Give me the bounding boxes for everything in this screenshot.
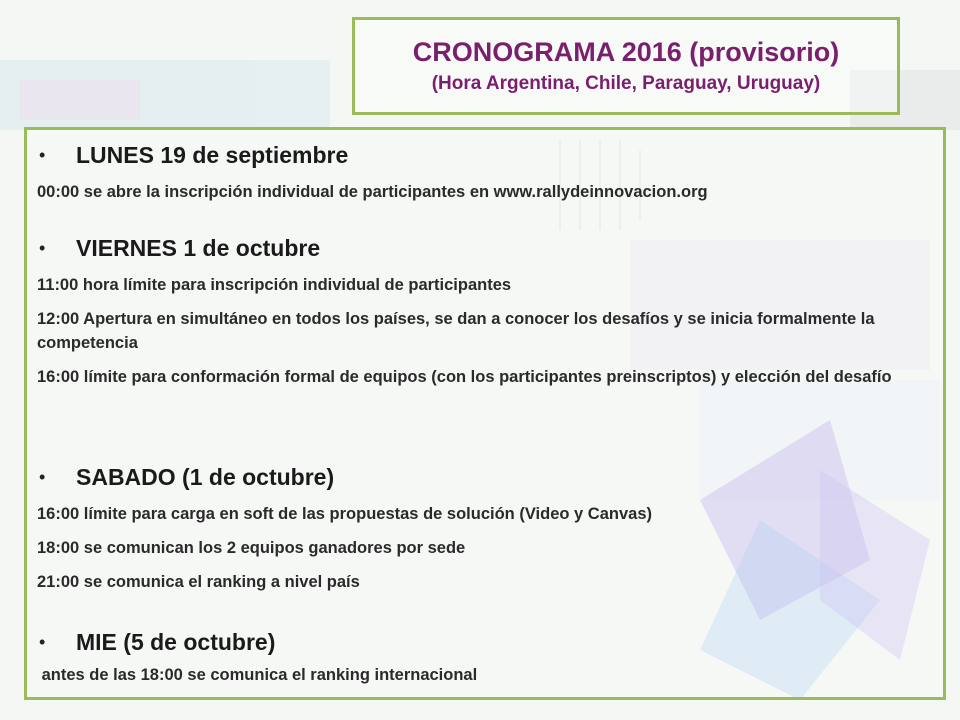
section-heading — [37, 627, 935, 657]
page-title: CRONOGRAMA 2016 (provisorio) — [412, 37, 840, 67]
bullet-icon: • — [39, 466, 46, 487]
bullet-icon: • — [39, 144, 46, 165]
schedule-entry: 21:00 se comunica el ranking a nivel país — [37, 573, 360, 591]
section-sabado — [37, 462, 935, 594]
section-heading — [37, 462, 935, 492]
schedule-box — [24, 127, 946, 700]
section-mie — [37, 627, 935, 687]
section-heading-text: SABADO (1 de octubre) — [76, 463, 335, 490]
bullet-icon: • — [39, 237, 46, 258]
schedule-entry: 16:00 límite para conformación formal de equipos (con los participantes preinscriptos) y elección del desafío — [37, 368, 892, 386]
schedule-entry: 16:00 límite para carga en soft de las propuestas de solución (Video y Canvas) — [37, 505, 652, 523]
schedule-entry: 12:00 Apertura en simultáneo en todos los países, se dan a conocer los desafíos y se inicia formalmente la competencia — [37, 310, 875, 352]
schedule-entry: 00:00 se abre la inscripción individual de participantes en www.rallydeinnovacion.org — [37, 183, 708, 201]
title-box — [352, 17, 900, 115]
section-heading-text: VIERNES 1 de octubre — [76, 234, 321, 261]
schedule-entry: antes de las 18:00 se comunica el ranking internacional — [37, 666, 478, 684]
section-lunes — [37, 140, 935, 204]
section-viernes — [37, 233, 935, 389]
page-subtitle: (Hora Argentina, Chile, Paraguay, Uruguay) — [431, 73, 821, 94]
schedule-entry: 18:00 se comunican los 2 equipos ganadores por sede — [37, 539, 466, 557]
section-heading-text: LUNES 19 de septiembre — [76, 141, 349, 168]
section-heading-text: MIE (5 de octubre) — [76, 628, 276, 655]
schedule-entry: 11:00 hora límite para inscripción individual de participantes — [37, 276, 512, 294]
bullet-icon: • — [39, 631, 46, 652]
section-heading — [37, 140, 935, 170]
section-heading — [37, 233, 935, 263]
